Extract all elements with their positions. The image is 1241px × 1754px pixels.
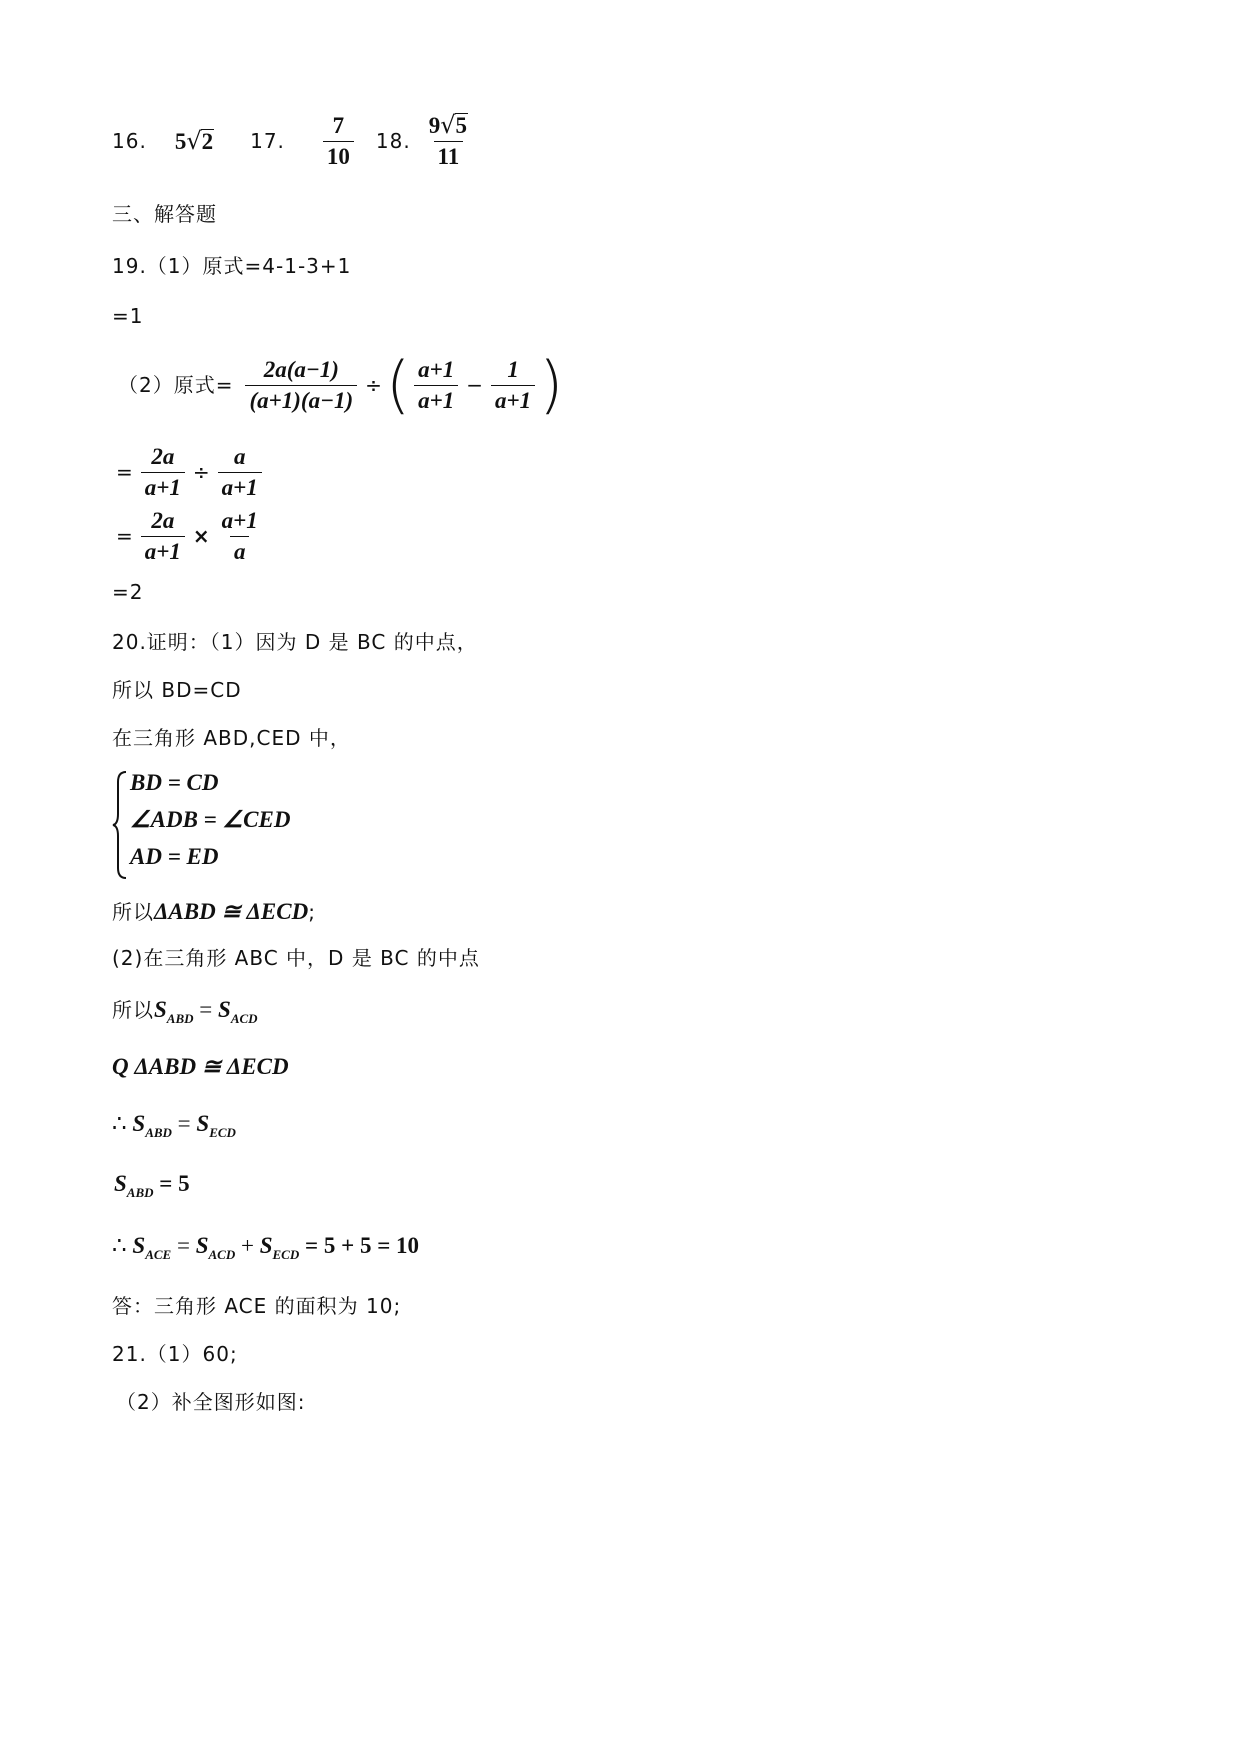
q19-step2-f1-num: 2a [151,443,175,469]
q19-fraction-1 [245,355,357,416]
area-symbol: S [132,1111,146,1136]
answer-16-radicand: 2 [201,128,214,154]
label-16: 16. [112,129,147,153]
q19-f3-num: 1 [507,356,519,382]
q19-step2-f2 [218,442,262,503]
q19-part1-result: =1 [112,304,144,328]
equals-sign: = [171,1233,196,1258]
area-subscript: ABD [126,1185,154,1200]
plus-sign: + [235,1233,260,1258]
answer-18-den: 11 [434,141,464,172]
q19-part2-expression [118,350,563,420]
area-subscript: ABD [145,1125,172,1140]
q19-fraction-2 [414,355,458,416]
right-paren: ) [539,348,564,421]
answer-17-num: 7 [332,112,345,138]
q20-area-value [114,1170,190,1201]
sqrt-icon: √ [440,111,456,139]
equals-sign: = [193,997,219,1022]
system-eq-2: ∠ADB = ∠CED [130,807,291,832]
q20-line1: 20.证明：（1）因为 D 是 BC 的中点， [112,630,478,654]
system-eq-3: AD = ED [130,844,219,869]
area-symbol: S [154,997,167,1022]
q19-f3-den: a+1 [491,385,535,416]
equals-sign: = [116,460,133,484]
q20-because-line: Q ΔABD ≅ ΔECD [112,1054,289,1079]
q20-congruence-suffix: ; [308,900,316,924]
area-subscript: ACE [145,1247,172,1262]
area-symbol: S [195,1233,209,1258]
q19-f1-num: 2a(a−1) [263,356,339,382]
area-subscript: ACD [208,1247,236,1262]
answer-18-radicand: 5 [455,113,468,138]
q19-f2-num: a+1 [418,356,455,382]
q20-part2: (2)在三角形 ABC 中，D 是 BC 的中点 [112,946,480,970]
left-brace-icon [112,770,128,880]
sqrt-icon: √ [186,126,202,155]
area-symbol: S [132,1233,146,1258]
q19-f1-den: (a+1)(a−1) [245,385,357,416]
label-18: 18. [375,129,411,153]
area-subscript: ACD [230,1011,258,1026]
area-symbol: S [196,1111,210,1136]
left-paren: ( [385,348,411,421]
q20-congruence [112,898,316,926]
q19-part2-label: （2）原式= [118,373,234,397]
equals-sign: = [116,524,133,548]
label-17: 17. [250,129,285,153]
q19-step3-f2-num: a+1 [221,507,258,533]
area-subscript: ECD [272,1247,300,1262]
answer-16 [175,127,214,156]
q19-result: =2 [112,580,144,604]
q20-area-sum [112,1232,419,1263]
q21-part2: （2）补全图形如图: [116,1390,306,1414]
area-symbol: S [114,1171,127,1196]
therefore-icon: ∴ [112,1233,133,1258]
answer-16-coef: 5 [174,128,187,154]
minus-sign: − [466,373,484,397]
answers-16-18 [112,113,476,169]
q19-part1: 19.（1）原式=4-1-3+1 [112,254,352,278]
answer-17-den: 10 [323,141,354,172]
q19-step3-f1 [141,506,185,567]
area-sum-value: = 5 + 5 = 10 [299,1233,420,1258]
area-symbol: S [259,1233,273,1258]
q19-step3-f2-den: a [230,536,250,567]
q20-congruence-math: ΔABD ≅ ΔECD [154,899,309,924]
q19-step2-f2-num: a [233,443,246,469]
equals-sign: = [171,1111,197,1136]
answer-18-coef: 9 [428,113,441,138]
q19-step2-f1-den: a+1 [141,472,185,503]
q20-area-eq-1-prefix: 所以 [112,998,154,1022]
q19-step3-f2 [218,506,262,567]
area-symbol: S [218,997,231,1022]
q19-fraction-3 [491,355,535,416]
divide-sign: ÷ [192,460,210,484]
q20-line3: 在三角形 ABD,CED 中， [112,726,351,750]
q21-part1: 21.（1）60; [112,1342,238,1366]
q19-f2-den: a+1 [414,385,458,416]
area-subscript: ECD [209,1125,236,1140]
section-title: 三、解答题 [112,202,217,226]
q19-step3-f1-den: a+1 [141,536,185,567]
system-eq-1: BD = CD [130,770,219,795]
area-value: = 5 [153,1171,190,1196]
answer-18-fraction [425,110,472,172]
area-subscript: ABD [166,1011,194,1026]
q20-line2: 所以 BD=CD [112,678,242,702]
answer-17-fraction [323,111,354,172]
multiply-sign: × [192,524,210,548]
q19-step3-f1-num: 2a [151,507,175,533]
q20-area-eq-2 [112,1110,236,1141]
q19-step3 [112,504,266,568]
q19-step2 [112,440,266,504]
therefore-icon: ∴ [112,1111,133,1136]
q20-area-eq-1 [112,996,258,1027]
divide-sign: ÷ [365,373,382,397]
q19-step2-f2-den: a+1 [218,472,262,503]
answer-18-num [425,110,472,141]
q19-step2-f1 [141,442,185,503]
q20-congruence-prefix: 所以 [112,900,154,924]
q20-answer: 答：三角形 ACE 的面积为 10; [112,1294,402,1318]
